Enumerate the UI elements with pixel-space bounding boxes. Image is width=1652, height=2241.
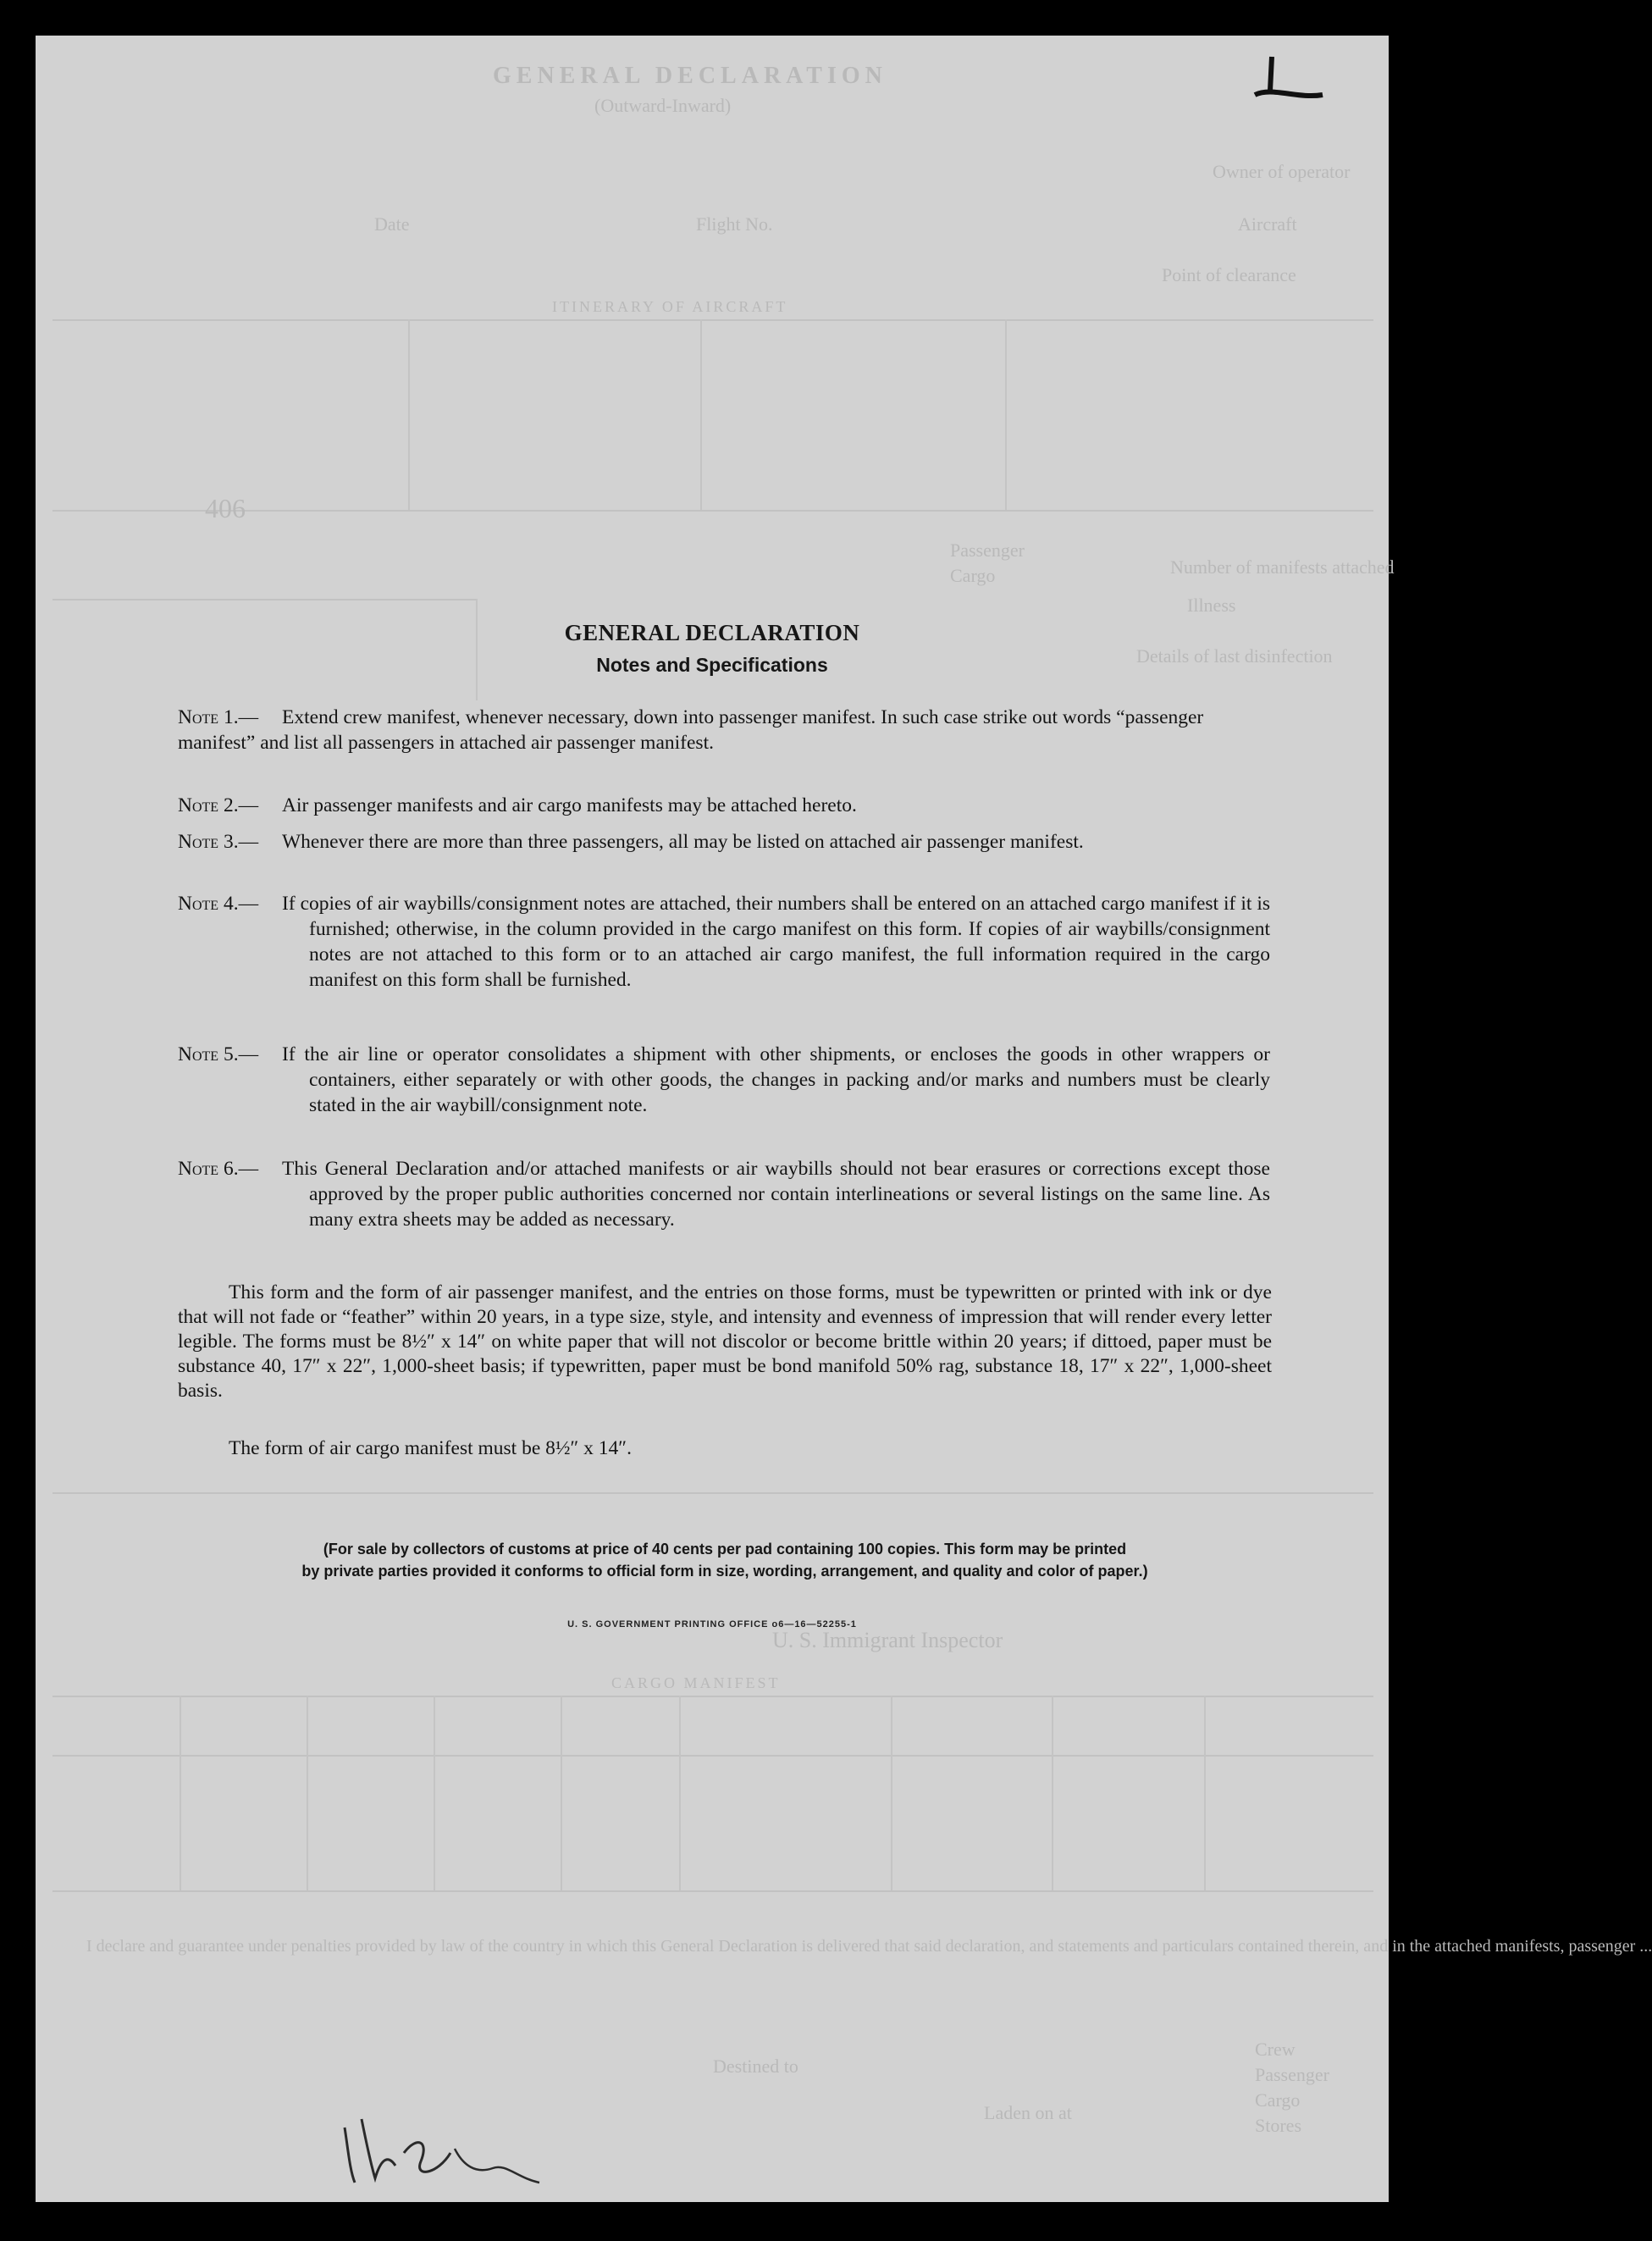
note-5-text: If the air line or operator consolidates a shipment with other shipments, or encloses the goods in other wrappers or containers, either separately or with other goods, the changes in packing and/or marks and numbers must be clearly stated in the air waybill/consignment note.: [282, 1043, 1270, 1116]
note-4-label: Note 4.—: [178, 893, 259, 915]
bleed-cargo: Cargo: [950, 565, 996, 586]
note-3-label: Note 3.—: [178, 831, 259, 853]
bleed-aircraft: Aircraft: [1238, 213, 1297, 235]
note-2-label: Note 2.—: [178, 794, 259, 816]
note-6-text: This General Declaration and/or attached manifests or air waybills should not bear erasures or corrections except those approved by the proper public authorities concerned nor contain interlineations or several listings on the same line. As many extra sheets may be added as necessary.: [282, 1158, 1270, 1231]
bleed-illness: Illness: [1187, 595, 1236, 616]
bleed-officer: U. S. Immigrant Inspector: [772, 1628, 1003, 1652]
note-5: [178, 1042, 1270, 1118]
bleed-laden: Laden on at: [984, 2102, 1072, 2123]
note-1: [178, 705, 1270, 755]
ink-mark: [1238, 53, 1340, 112]
bleed-header-sub: (Outward-Inward): [594, 95, 732, 116]
bleed-number: 406: [205, 493, 246, 523]
bleed-itinerary: ITINERARY OF AIRCRAFT: [552, 298, 788, 315]
specification-last-line: The form of air cargo manifest must be 8½″ x 14″.: [229, 1437, 632, 1459]
note-6-label: Note 6.—: [178, 1158, 259, 1180]
bleed-owner: Owner of operator: [1213, 161, 1351, 182]
note-1-label: Note 1.—: [178, 706, 259, 728]
sale-note-line-2: by private parties provided it conforms to official form in size, wording, arrangement, and quality and color of paper.): [301, 1563, 1148, 1580]
bleed-date: Date: [374, 213, 410, 235]
printing-office-line: U. S. GOVERNMENT PRINTING OFFICE o6—16—52255-1: [567, 1619, 857, 1630]
note-6: [178, 1156, 1270, 1232]
bleed-disinfection: Details of last disinfection: [1136, 645, 1333, 667]
note-3-text: Whenever there are more than three passengers, all may be listed on attached air passenger manifest.: [282, 831, 1084, 853]
bleed-flight: Flight No.: [696, 213, 773, 235]
page-subtitle: Notes and Specifications: [596, 654, 828, 676]
bleed-destined: Destined to: [713, 2056, 798, 2077]
specification-paragraph: This form and the form of air passenger manifest, and the entries on those forms, must be typewritten or printed with ink or dye that will not fade or “feather” within 20 years, in a type size, style, and intensity and evenness of impression that will render every letter legible. The forms must be 8½″ x 14″ on white paper that will not discolor or become brittle within 20 years; if dittoed, paper must be substance 40, 17″ x 22″, 1,000-sheet basis; if typewritten, paper must be bond manifold 50% rag, substance 18, 17″ x 22″, 1,000-sheet basis.: [178, 1281, 1272, 1402]
note-5-label: Note 5.—: [178, 1043, 259, 1065]
bleed-header: GENERAL DECLARATION: [493, 63, 887, 89]
page-title: GENERAL DECLARATION: [564, 620, 860, 645]
bleed-clearance: Point of clearance: [1162, 264, 1296, 285]
bleed-crew: Crew: [1255, 2039, 1296, 2060]
note-4: [178, 891, 1270, 993]
note-4-text: If copies of air waybills/consignment notes are attached, their numbers shall be entered on an attached cargo manifest if it is furnished; otherwise, in the column provided in the cargo manifest on this form. If copies of air waybills/consignment notes are not attached to this form or to an attached air cargo manifest, the full information required in the cargo manifest on this form shall be furnished.: [282, 893, 1270, 991]
bleed-cargo2: Cargo: [1255, 2089, 1301, 2111]
bleed-declaration-text: I declare and guarantee under penalties provided by law of the country in which this General Declaration is delivered that said declaration, and statements and particulars contained therein, and in the attached manifests, passenger ...: [86, 1937, 1652, 1956]
bleed-manifests: Number of manifests attached: [1170, 556, 1395, 578]
document-page: [36, 36, 1652, 2202]
note-3: [178, 829, 1270, 855]
bleed-stores: Stores: [1255, 2115, 1301, 2136]
note-2-text: Air passenger manifests and air cargo manifests may be attached hereto.: [282, 794, 857, 816]
sale-note-line-1: (For sale by collectors of customs at price of 40 cents per pad containing 100 copies. This form may be printed: [323, 1541, 1127, 1558]
bleed-passenger2: Passenger: [1255, 2064, 1329, 2085]
bleed-cargo-manifest: CARGO MANIFEST: [611, 1674, 781, 1691]
note-2: [178, 793, 1270, 818]
bleed-passenger: Passenger: [950, 540, 1025, 561]
note-1-text: Extend crew manifest, whenever necessary, down into passenger manifest. In such case strike out words “passenger manifest” and list all passengers in attached air passenger manifest.: [178, 706, 1204, 754]
handwritten-signature: [336, 2102, 556, 2195]
